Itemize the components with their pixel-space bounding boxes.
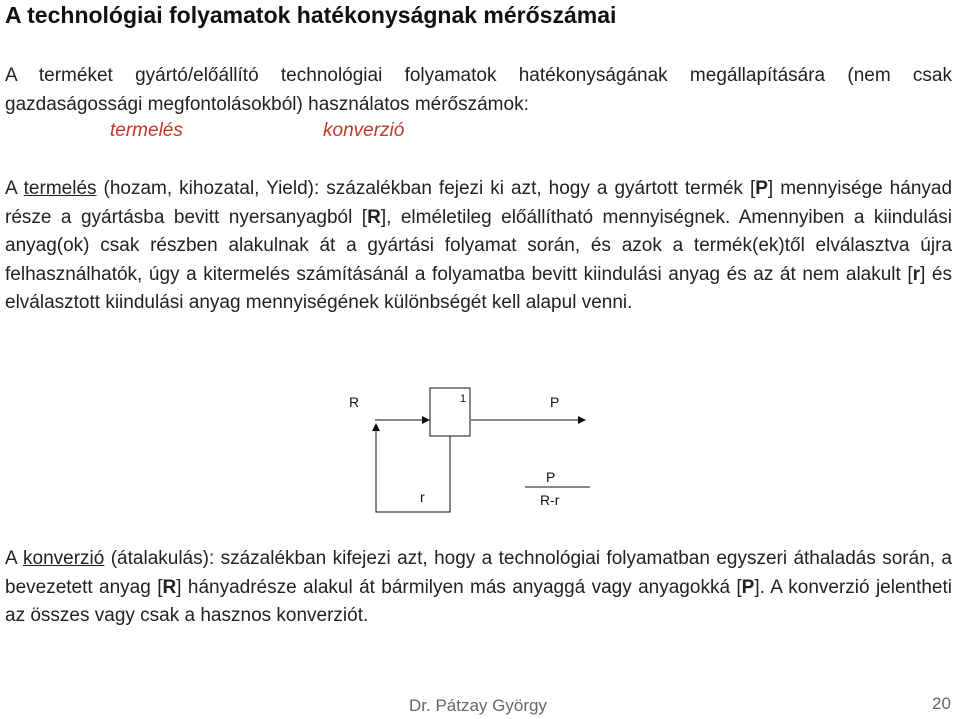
footer-author: Dr. Pátzay György	[409, 696, 547, 715]
termeles-paragraph: A termelés (hozam, kihozatal, Yield): százalékban fejezi ki azt, hogy a gyártott termék [P] mennyisége hányad része a gyártásba bevitt nyersanyagból [R], elméletileg előállítható mennyiségnek. Amennyiben a kiindulási anyag(ok) csak részben alakulnak át a gyártási folyamat során, és azok a termék(ek)től elválasztva újra felhasználhatók, úgy a kitermelés számításánál a folyamatba bevitt kiindulási anyag és az át nem alakult [r] és elválasztott kiindulási anyag mennyiségének különbségét kell alapul venni.	[5, 178, 953, 313]
symbol-P: P	[755, 178, 768, 199]
recycle-label: r	[420, 489, 425, 505]
recycle-line	[376, 424, 450, 512]
konverzio-paragraph: A konverzió (átalakulás): százalékban kifejezi azt, hogy a technológiai folyamatban egyszeri áthaladás során, a bevezetett anyag [R] hányadrésze alakul át bármilyen más anyaggá vagy anyagokká [P]. A konverzió jelentheti az összes vagy csak a hasznos konverziót.	[5, 548, 953, 626]
tag-termeles: termelés	[110, 120, 183, 141]
termeles-term: termelés	[23, 178, 97, 199]
fraction-numerator: P	[546, 469, 556, 485]
symbol-R: R	[367, 206, 381, 228]
output-label: P	[550, 394, 560, 410]
fraction-denominator: R-r	[540, 492, 560, 508]
symbol-R-conv: R	[162, 576, 177, 598]
symbol-P-conv: P	[741, 576, 755, 598]
input-label: R	[349, 394, 360, 410]
page-title: A technológiai folyamatok hatékonyságnak mérőszámai	[5, 2, 617, 28]
konverzio-term: konverzió	[23, 548, 105, 569]
box-label: 1	[460, 393, 467, 405]
tag-konverzio: konverzió	[323, 120, 405, 141]
symbol-r: r	[912, 263, 921, 285]
intro-paragraph: A terméket gyártó/előállító technológiai folyamatok hatékonyságának megállapítására (nem csak gazdaságossági megfontolásokból) használatos mérőszámok:	[5, 65, 952, 115]
page-number: 20	[932, 694, 951, 713]
process-diagram	[300, 380, 620, 520]
